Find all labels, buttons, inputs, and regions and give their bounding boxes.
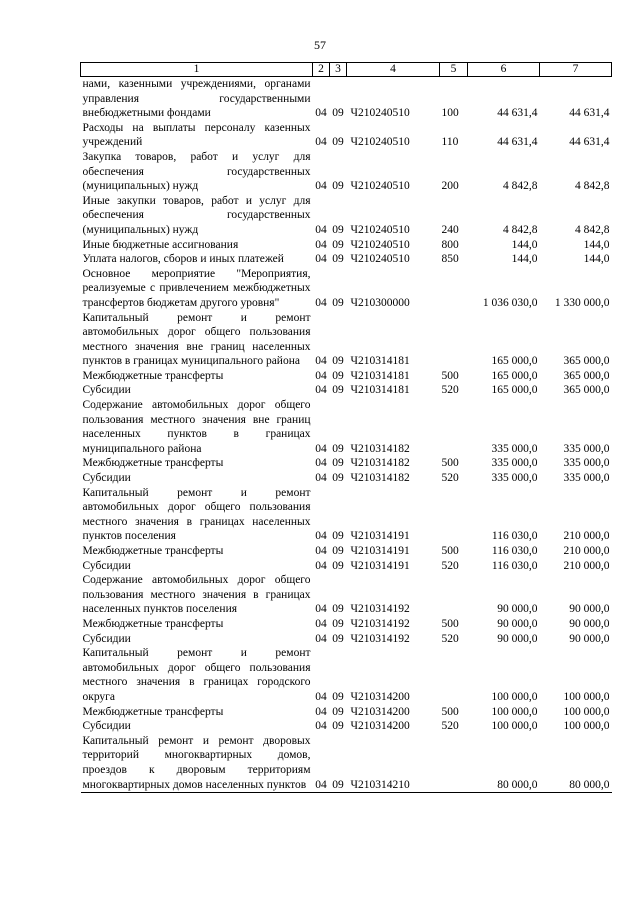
row-section: 04 bbox=[315, 559, 327, 572]
row-amount-year-2: 210 000,0 bbox=[563, 545, 610, 557]
row-expense-type: 520 bbox=[441, 720, 459, 733]
row-target-code: Ч210314182 bbox=[350, 472, 410, 485]
table-body bbox=[81, 77, 612, 793]
row-subsection: 09 bbox=[332, 530, 344, 543]
row-expense-type: 500 bbox=[441, 457, 459, 470]
row-section: 04 bbox=[315, 705, 327, 718]
column-header-3: 3 bbox=[330, 63, 347, 77]
row-name: Межбюджетные трансферты bbox=[82, 705, 224, 718]
row-expense-type: 520 bbox=[441, 559, 459, 572]
row-amount-year-2: 44 631,4 bbox=[569, 136, 610, 149]
table-header bbox=[81, 63, 612, 77]
row-target-code: Ч210314192 bbox=[350, 632, 410, 645]
row-amount-year-1: 335 000,0 bbox=[491, 457, 538, 470]
row-section: 04 bbox=[315, 720, 327, 733]
row-amount-year-1: 4 842,8 bbox=[503, 223, 538, 236]
row-subsection: 09 bbox=[330, 734, 347, 793]
row-amount-year-2: 100 000,0 bbox=[563, 720, 610, 733]
row-target-code: Ч210314200 bbox=[350, 720, 410, 733]
row-name: Субсидии bbox=[82, 720, 131, 733]
table-row bbox=[81, 267, 612, 311]
row-expense-type: 500 bbox=[441, 617, 459, 630]
row-amount-year-1: 100 000,0 bbox=[491, 720, 538, 733]
row-target-code: Ч210314181 bbox=[350, 369, 410, 382]
table-row bbox=[81, 486, 612, 544]
table-row bbox=[81, 456, 612, 471]
row-subsection: 09 bbox=[332, 107, 344, 120]
row-target-code: Ч210314181 bbox=[350, 384, 410, 397]
table-row bbox=[81, 646, 612, 704]
table-row bbox=[81, 734, 612, 793]
table-row bbox=[81, 705, 612, 720]
row-subsection: 09 bbox=[332, 136, 344, 149]
row-name: Закупка товаров, работ и услуг для обеспечения государственных (муниципальных) нужд bbox=[82, 150, 311, 193]
row-expense-type bbox=[440, 398, 468, 456]
row-subsection: 09 bbox=[332, 355, 344, 368]
row-section: 04 bbox=[315, 603, 327, 616]
row-section: 04 bbox=[315, 180, 327, 193]
row-subsection: 09 bbox=[332, 457, 344, 470]
row-amount-year-1: 1 036 030,0 bbox=[482, 296, 538, 309]
table-row bbox=[81, 573, 612, 617]
row-amount-year-2: 365 000,0 bbox=[563, 355, 610, 368]
row-amount-year-1: 100 000,0 bbox=[491, 690, 538, 703]
row-target-code: Ч210240510 bbox=[350, 180, 410, 193]
table-row bbox=[81, 632, 612, 647]
row-section: 04 bbox=[315, 253, 327, 266]
row-subsection: 09 bbox=[332, 296, 344, 309]
row-name: Субсидии bbox=[82, 472, 131, 485]
row-subsection: 09 bbox=[332, 705, 344, 718]
table-row bbox=[81, 719, 612, 734]
row-name: Содержание автомобильных дорог общего пользования местного значения в границах населенных пунктов поселения bbox=[82, 574, 311, 616]
row-section: 04 bbox=[313, 734, 330, 793]
table-row bbox=[81, 398, 612, 456]
row-name: Капитальный ремонт и ремонт автомобильных дорог общего пользования местного значения в границах городского округа bbox=[82, 647, 311, 703]
row-name: Капитальный ремонт и ремонт автомобильных дорог общего пользования местного значения в границах населенных пунктов поселения bbox=[82, 486, 311, 543]
row-amount-year-1: 116 030,0 bbox=[491, 530, 538, 543]
row-target-code: Ч210314200 bbox=[350, 690, 410, 703]
row-amount-year-2: 335 000,0 bbox=[563, 442, 610, 455]
budget-table bbox=[80, 62, 612, 793]
row-section: 04 bbox=[315, 472, 327, 485]
row-target-code: Ч210314191 bbox=[350, 545, 410, 557]
row-name: Межбюджетные трансферты bbox=[82, 617, 224, 630]
row-name: Межбюджетные трансферты bbox=[82, 457, 224, 470]
row-expense-type bbox=[440, 734, 468, 793]
row-section: 04 bbox=[315, 617, 327, 630]
row-section: 04 bbox=[315, 530, 327, 543]
row-amount-year-2: 335 000,0 bbox=[563, 457, 610, 470]
row-subsection: 09 bbox=[332, 369, 344, 382]
row-target-code: Ч210314210 bbox=[347, 734, 440, 793]
row-amount-year-1: 165 000,0 bbox=[491, 355, 538, 368]
row-subsection: 09 bbox=[332, 690, 344, 703]
table-row bbox=[81, 559, 612, 574]
row-name: нами, казенными учреждениями, органами управления государственными внебюджетными фондами bbox=[82, 78, 311, 120]
row-target-code: Ч210314181 bbox=[350, 355, 410, 368]
row-name: Субсидии bbox=[82, 632, 131, 645]
row-amount-year-2: 365 000,0 bbox=[563, 369, 610, 382]
row-subsection: 09 bbox=[332, 223, 344, 236]
row-section: 04 bbox=[315, 296, 327, 309]
row-section: 04 bbox=[315, 136, 327, 149]
page-number: 57 bbox=[314, 38, 326, 52]
row-subsection: 09 bbox=[332, 442, 344, 455]
row-amount-year-1: 116 030,0 bbox=[491, 559, 538, 572]
row-amount-year-1: 90 000,0 bbox=[497, 632, 538, 645]
row-amount-year-1: 90 000,0 bbox=[497, 617, 538, 630]
row-target-code: Ч210314191 bbox=[350, 559, 410, 572]
row-amount-year-1: 116 030,0 bbox=[491, 545, 538, 557]
row-amount-year-1: 335 000,0 bbox=[491, 472, 538, 485]
row-amount-year-1: 100 000,0 bbox=[491, 705, 538, 718]
row-amount-year-2: 90 000,0 bbox=[569, 603, 610, 616]
row-target-code: Ч210314192 bbox=[350, 617, 410, 630]
row-subsection: 09 bbox=[332, 559, 344, 572]
row-name: Субсидии bbox=[82, 384, 131, 397]
column-header-4: 4 bbox=[347, 63, 440, 77]
row-expense-type bbox=[440, 267, 468, 311]
row-target-code: Ч210314192 bbox=[350, 603, 410, 616]
row-amount-year-2: 335 000,0 bbox=[563, 472, 610, 485]
row-expense-type: 110 bbox=[441, 136, 459, 149]
row-expense-type: 520 bbox=[441, 632, 459, 645]
row-amount-year-1: 90 000,0 bbox=[497, 603, 538, 616]
row-target-code: Ч210314182 bbox=[350, 442, 410, 455]
row-section: 04 bbox=[315, 238, 327, 251]
column-header-1: 1 bbox=[81, 63, 313, 77]
row-amount-year-2: 90 000,0 bbox=[569, 632, 610, 645]
row-target-code: Ч210240510 bbox=[350, 238, 410, 251]
row-target-code: Ч210314200 bbox=[350, 705, 410, 718]
row-section: 04 bbox=[315, 690, 327, 703]
row-amount-year-2: 365 000,0 bbox=[563, 384, 610, 397]
row-expense-type: 500 bbox=[441, 545, 459, 557]
row-name: Содержание автомобильных дорог общего пользования местного значения вне границ населенных пунктов в границах муниципального района bbox=[82, 399, 311, 455]
table-row bbox=[81, 77, 612, 121]
row-section: 04 bbox=[315, 384, 327, 397]
row-section: 04 bbox=[315, 545, 327, 557]
row-amount-year-1: 144,0 bbox=[511, 253, 538, 266]
row-subsection: 09 bbox=[332, 603, 344, 616]
row-expense-type: 800 bbox=[441, 238, 459, 251]
row-amount-year-2: 90 000,0 bbox=[569, 617, 610, 630]
row-amount-year-1: 165 000,0 bbox=[491, 369, 538, 382]
row-expense-type: 200 bbox=[441, 180, 459, 193]
row-amount-year-2: 44 631,4 bbox=[569, 107, 610, 120]
row-section: 04 bbox=[315, 223, 327, 236]
row-name: Межбюджетные трансферты bbox=[82, 545, 224, 557]
row-expense-type bbox=[440, 573, 468, 617]
row-amount-year-1: 44 631,4 bbox=[497, 136, 538, 149]
row-amount-year-1: 165 000,0 bbox=[491, 384, 538, 397]
row-target-code: Ч210240510 bbox=[350, 223, 410, 236]
row-name: Иные бюджетные ассигнования bbox=[82, 238, 239, 251]
row-subsection: 09 bbox=[332, 253, 344, 266]
row-expense-type: 520 bbox=[441, 384, 459, 397]
table-row bbox=[81, 121, 612, 150]
row-subsection: 09 bbox=[332, 238, 344, 251]
row-target-code: Ч210314182 bbox=[350, 457, 410, 470]
table-row bbox=[81, 194, 612, 238]
row-expense-type bbox=[440, 486, 468, 544]
row-subsection: 09 bbox=[332, 180, 344, 193]
row-expense-type: 100 bbox=[441, 107, 459, 120]
row-expense-type: 850 bbox=[441, 253, 459, 266]
row-section: 04 bbox=[315, 355, 327, 368]
row-subsection: 09 bbox=[332, 545, 344, 557]
column-header-5: 5 bbox=[440, 63, 468, 77]
row-target-code: Ч210240510 bbox=[350, 107, 410, 120]
row-amount-year-2: 4 842,8 bbox=[575, 223, 610, 236]
row-section: 04 bbox=[315, 457, 327, 470]
row-name: Капитальный ремонт и ремонт дворовых территорий многоквартирных домов, проездов к дворовым территориям многоквартирных домов населенных пунктов bbox=[81, 734, 313, 793]
row-amount-year-2: 1 330 000,0 bbox=[554, 296, 610, 309]
table-row bbox=[81, 617, 612, 632]
column-header-7: 7 bbox=[540, 63, 612, 77]
row-amount-year-2: 210 000,0 bbox=[563, 559, 610, 572]
row-amount-year-1: 335 000,0 bbox=[491, 442, 538, 455]
row-amount-year-1: 144,0 bbox=[511, 238, 538, 251]
row-amount-year-2: 144,0 bbox=[583, 253, 610, 266]
row-subsection: 09 bbox=[332, 384, 344, 397]
table-row bbox=[81, 150, 612, 194]
row-amount-year-1: 44 631,4 bbox=[497, 107, 538, 120]
table-row bbox=[81, 238, 612, 253]
row-amount-year-2: 210 000,0 bbox=[563, 530, 610, 543]
row-expense-type: 520 bbox=[441, 472, 459, 485]
row-name: Межбюджетные трансферты bbox=[82, 369, 224, 382]
header-row bbox=[81, 63, 612, 77]
row-target-code: Ч210240510 bbox=[350, 253, 410, 266]
row-name: Основное мероприятие "Мероприятия, реализуемые с привлечением межбюджетных трансфертов бюджетам другого уровня" bbox=[82, 267, 311, 309]
row-amount-year-2: 144,0 bbox=[583, 238, 610, 251]
table-row bbox=[81, 311, 612, 369]
table-row bbox=[81, 383, 612, 398]
row-amount-year-1: 4 842,8 bbox=[503, 180, 538, 193]
row-expense-type bbox=[440, 311, 468, 369]
row-name: Капитальный ремонт и ремонт автомобильных дорог общего пользования местного значения вне границ населенных пунктов в границах муниципального района bbox=[82, 311, 311, 368]
row-amount-year-2: 100 000,0 bbox=[563, 705, 610, 718]
row-name: Расходы на выплаты персоналу казенных учреждений bbox=[82, 121, 311, 149]
row-section: 04 bbox=[315, 632, 327, 645]
row-section: 04 bbox=[315, 442, 327, 455]
row-target-code: Ч210240510 bbox=[350, 136, 410, 149]
row-expense-type: 500 bbox=[441, 369, 459, 382]
row-subsection: 09 bbox=[332, 720, 344, 733]
row-expense-type: 500 bbox=[441, 705, 459, 718]
table-row bbox=[81, 471, 612, 486]
row-expense-type: 240 bbox=[441, 223, 459, 236]
row-expense-type bbox=[440, 646, 468, 704]
table-row bbox=[81, 252, 612, 267]
row-target-code: Ч210300000 bbox=[350, 296, 410, 309]
row-subsection: 09 bbox=[332, 617, 344, 630]
row-name: Уплата налогов, сборов и иных платежей bbox=[82, 253, 284, 266]
row-name: Субсидии bbox=[82, 559, 131, 572]
row-amount-year-2: 100 000,0 bbox=[563, 690, 610, 703]
row-amount-year-1: 80 000,0 bbox=[468, 734, 540, 793]
row-subsection: 09 bbox=[332, 632, 344, 645]
row-section: 04 bbox=[315, 369, 327, 382]
row-amount-year-2: 4 842,8 bbox=[575, 180, 610, 193]
row-subsection: 09 bbox=[332, 472, 344, 485]
row-target-code: Ч210314191 bbox=[350, 530, 410, 543]
row-amount-year-2: 80 000,0 bbox=[540, 734, 612, 793]
table-row bbox=[81, 369, 612, 384]
column-header-2: 2 bbox=[313, 63, 330, 77]
row-name: Иные закупки товаров, работ и услуг для обеспечения государственных (муниципальных) нужд bbox=[82, 194, 311, 236]
row-section: 04 bbox=[315, 107, 327, 120]
table-row bbox=[81, 544, 612, 559]
column-header-6: 6 bbox=[468, 63, 540, 77]
